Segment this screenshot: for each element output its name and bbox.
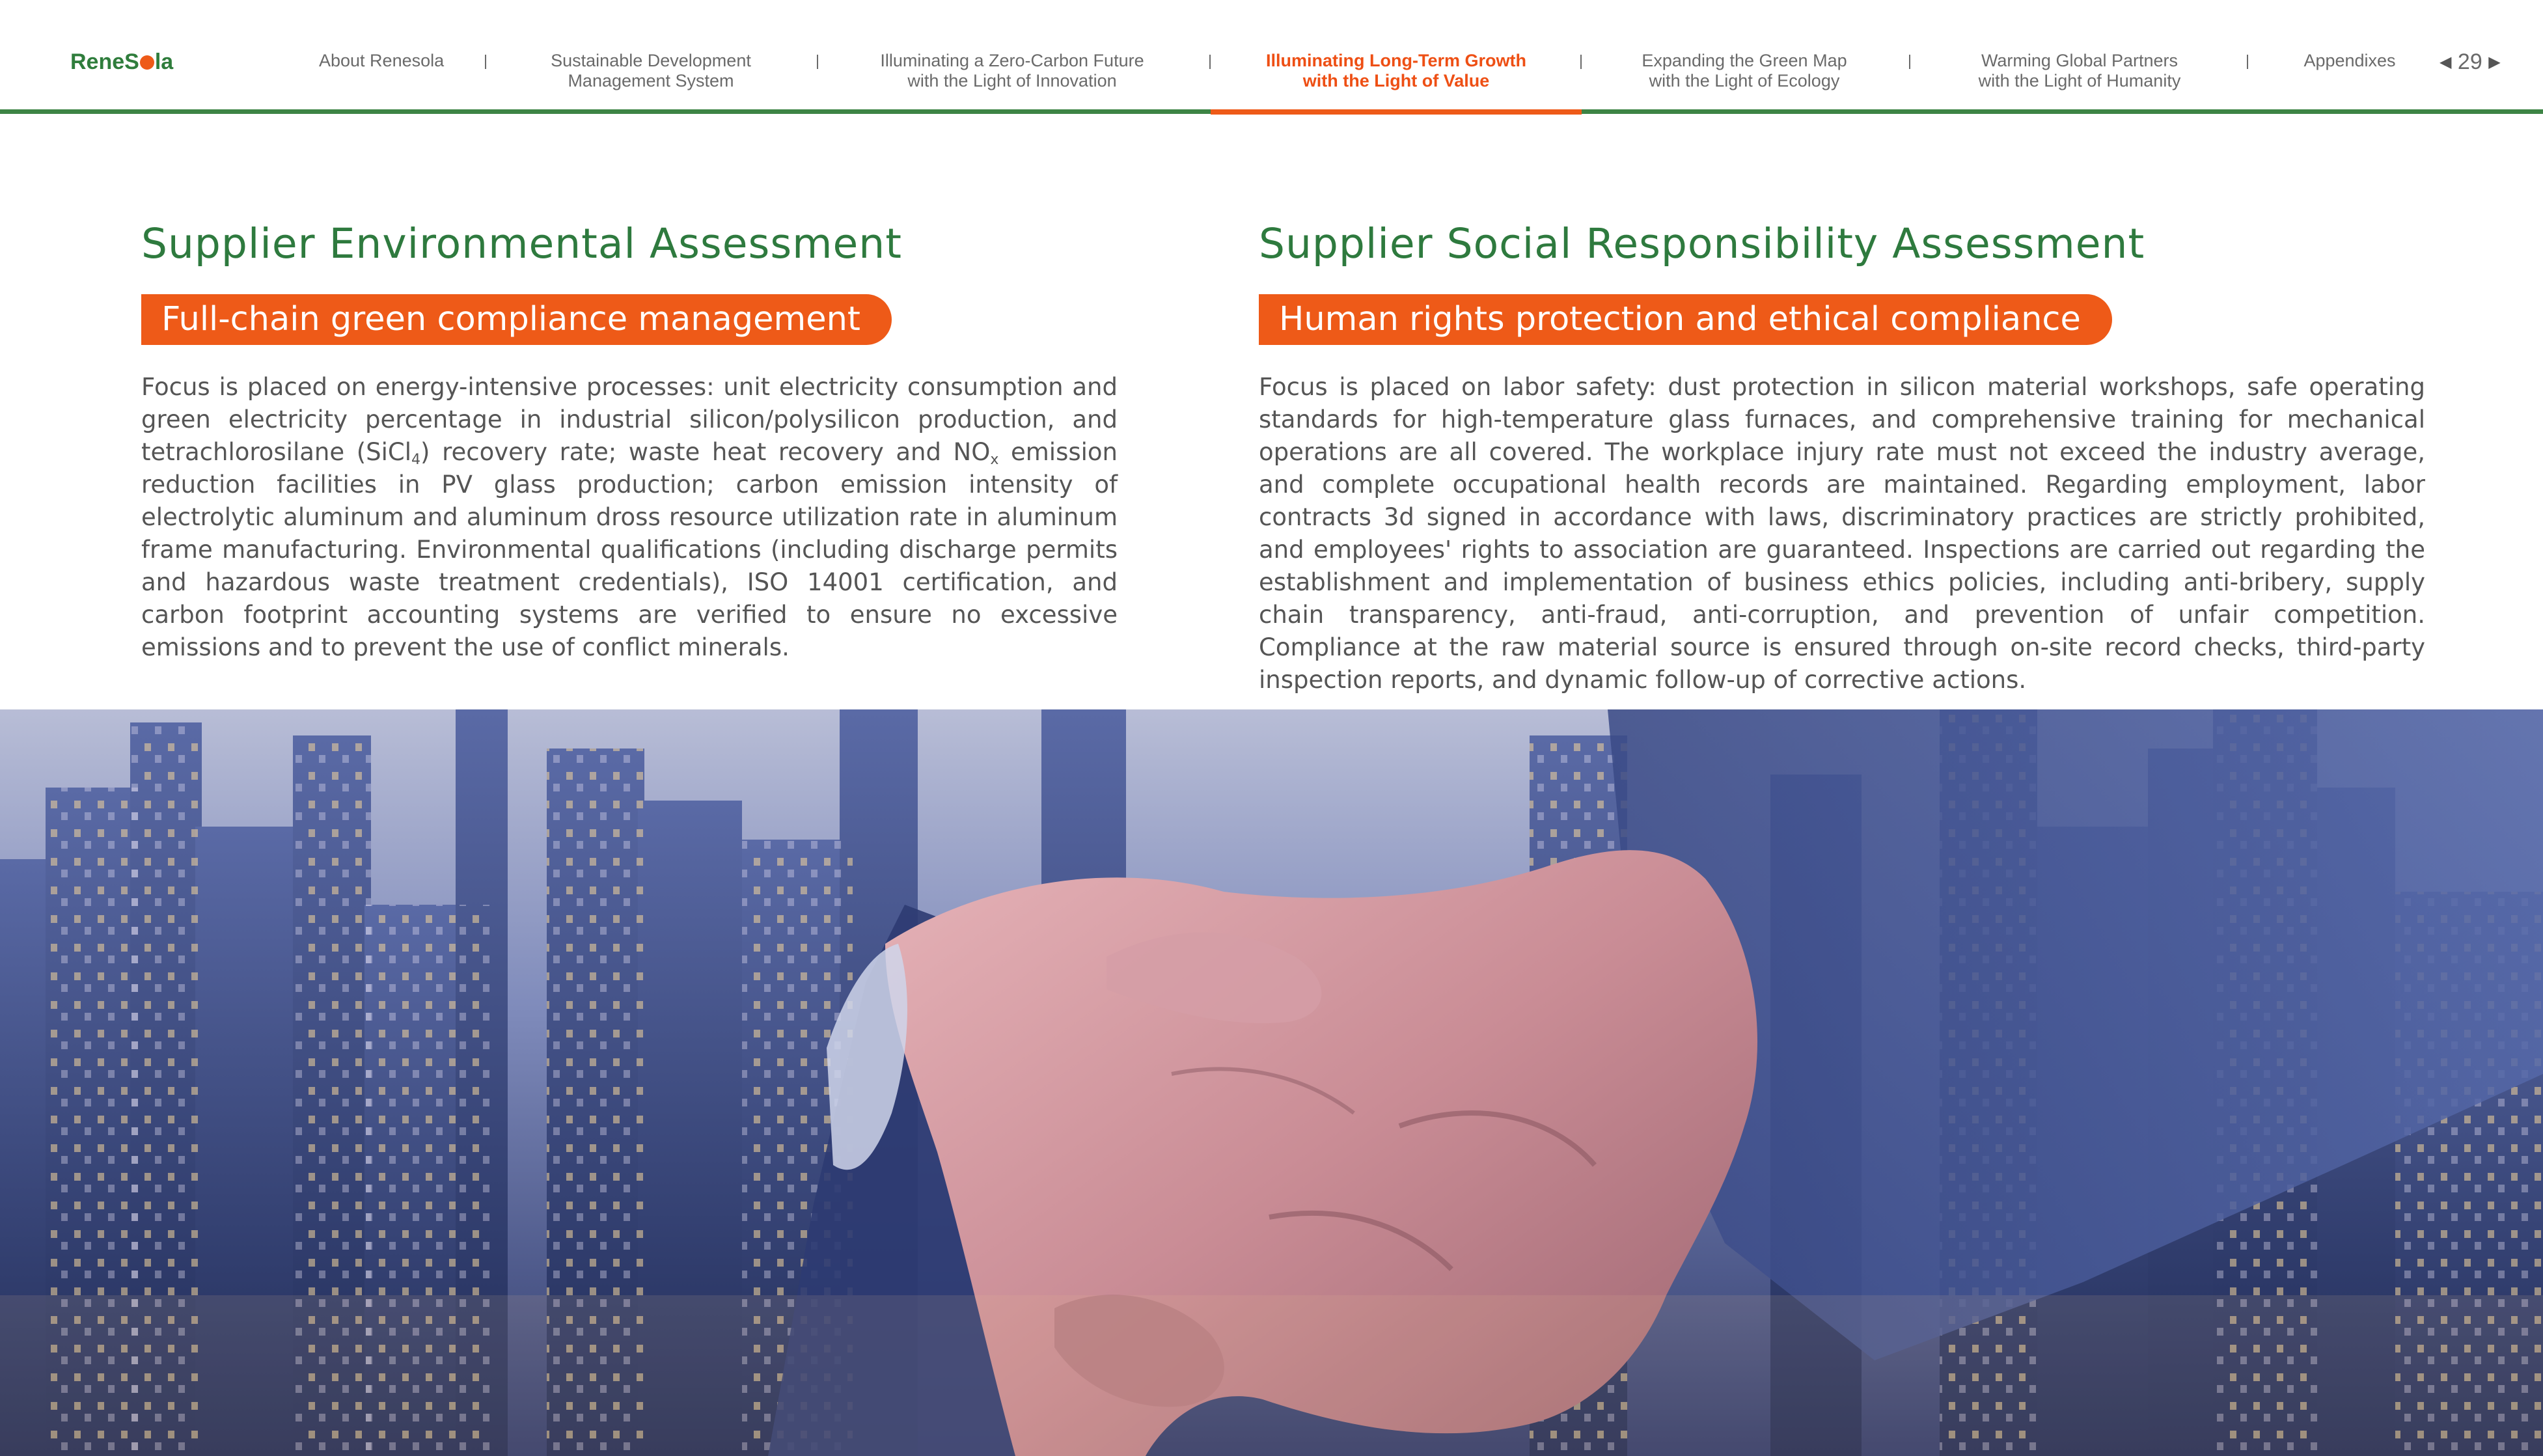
nav-item-about[interactable]: About Renesola <box>319 51 445 70</box>
renesola-logo[interactable]: ReneS la <box>70 49 174 74</box>
section-body-text: Focus is placed on energy-intensive processes: unit electricity consumption and green electricity percentage in industrial silicon/polysilicon production, and tetrachlorosilane (SiCl$_4$) recovery rate; waste heat recovery and $NO_x$ emission reduction facilities in PV glass production; carbon emission intensity of electrolytic aluminum and aluminum dross resource utilization rate in aluminum frame manufacturing. Environmental qualifications (including discharge permits and hazardous waste treatment credentials), ISO 14001 certification, and carbon footprint accounting systems are verified to ensure no excessive emissions and to prevent the use of conflict minerals. <box>141 373 1118 661</box>
section-title: Supplier Environmental Assessment <box>141 220 902 268</box>
nav-item-appendixes[interactable]: Appendixes <box>2303 51 2396 70</box>
nav-separator <box>2247 55 2248 69</box>
page-control <box>2440 49 2501 75</box>
next-page-icon[interactable]: ▶ <box>2488 53 2501 71</box>
environmental-assessment-section <box>141 215 1118 664</box>
nav-item-long-term-growth[interactable]: Illuminating Long-Term Growth with the Light of Value <box>1266 51 1526 90</box>
nav-item-global-partners[interactable]: Warming Global Partners with the Light of Humanity <box>1978 51 2181 90</box>
top-navigation-bar <box>0 0 2543 115</box>
page-number: 29 <box>2457 49 2482 74</box>
logo-text-a: Rene <box>70 49 125 74</box>
nav-separator <box>817 55 818 69</box>
handshake-illustration <box>0 709 2543 1456</box>
nav-separator <box>1209 55 1211 69</box>
section-subtitle-badge: Human rights protection and ethical compliance <box>1259 294 2112 345</box>
prev-page-icon[interactable]: ◀ <box>2440 53 2452 71</box>
nav-separator <box>485 55 486 69</box>
social-responsibility-section <box>1259 215 2425 696</box>
logo-text-b: la <box>154 49 174 74</box>
section-subtitle-badge: Full-chain green compliance management <box>141 294 892 345</box>
section-title: Supplier Social Responsibility Assessment <box>1259 220 2145 268</box>
nav-item-management-system[interactable]: Sustainable Development Management System <box>551 51 751 90</box>
nav-item-green-map[interactable]: Expanding the Green Map with the Light of Ecology <box>1642 51 1847 90</box>
logo-sun-icon <box>140 55 154 70</box>
section-body-text: Focus is placed on labor safety: dust protection in silicon material workshops, safe operating standards for high-temperature glass furnaces, and comprehensive training for mechanical operations are all covered. The workplace injury rate must not exceed the industry average, and complete occupational health records are maintained. Regarding employment, labor contracts 3d signed in accordance with laws, discriminatory practices are strictly prohibited, and employees' rights to association are guaranteed. Inspections are carried out regarding the establishment and implementation of business ethics policies, including anti-bribery, supply chain transparency, anti-fraud, anti-corruption, and prevention of unfair competition. Compliance at the raw material source is ensured through on-site record checks, third-party inspection reports, and dynamic follow-up of corrective actions. <box>1259 373 2425 694</box>
nav-separator <box>1909 55 1910 69</box>
nav-separator <box>1580 55 1582 69</box>
nav-item-zero-carbon[interactable]: Illuminating a Zero-Carbon Future with the Light of Innovation <box>880 51 1144 90</box>
active-section-indicator <box>1211 109 1582 115</box>
handshake-cityscape-photo <box>0 709 2543 1456</box>
